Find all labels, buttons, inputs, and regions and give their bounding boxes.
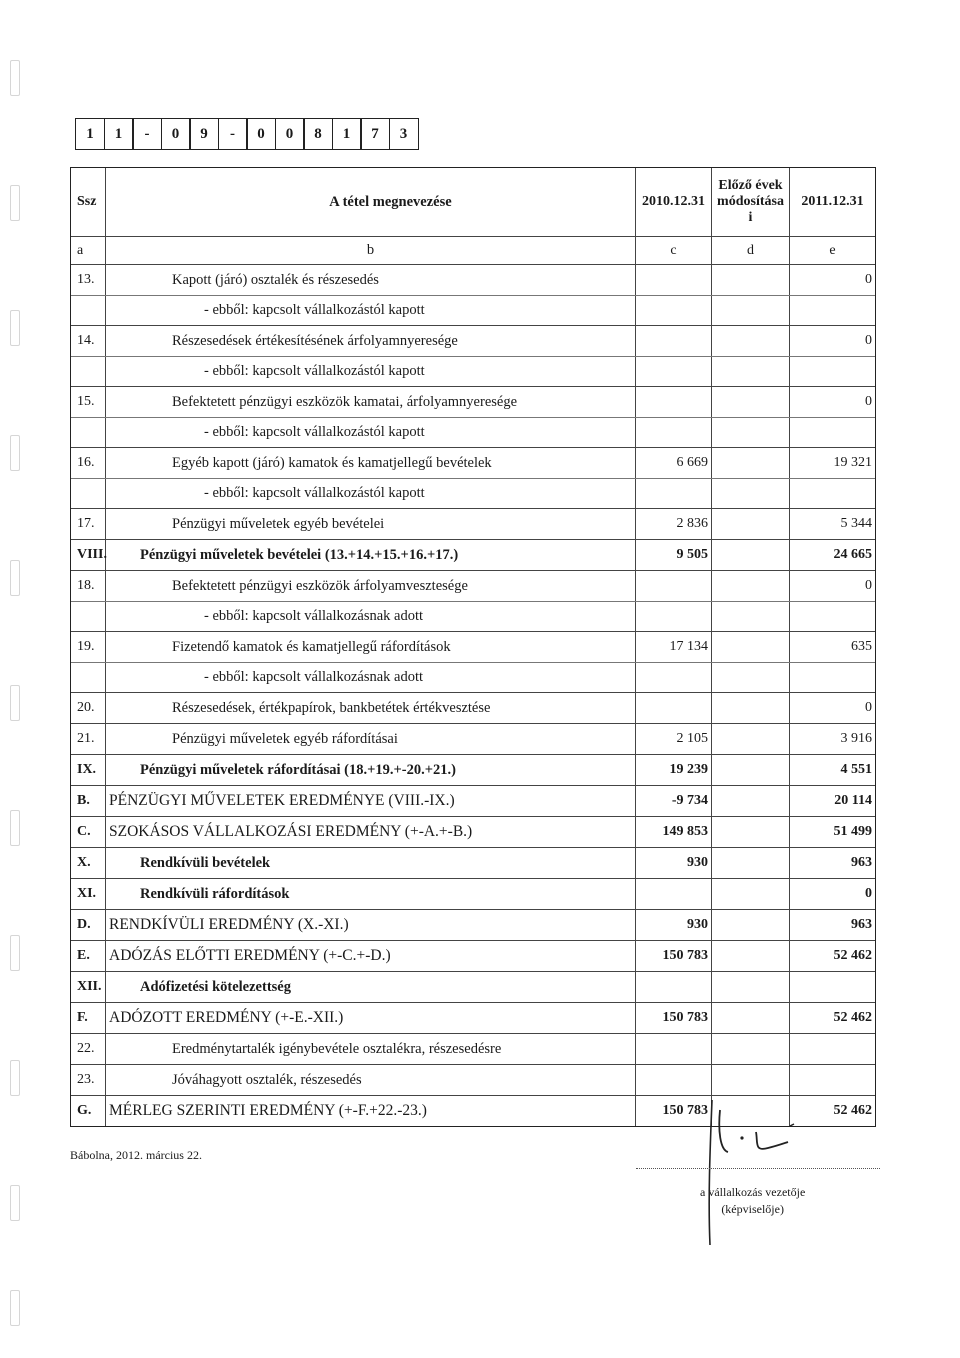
table-row <box>71 356 875 386</box>
row-name: Jóváhagyott osztalék, részesedés <box>106 1065 636 1095</box>
row-value-d <box>712 387 790 417</box>
row-id: 23. <box>71 1065 106 1095</box>
row-name: ADÓZOTT EREDMÉNY (+-E.-XII.) <box>106 1003 636 1033</box>
row-name: Adófizetési kötelezettség <box>106 972 636 1002</box>
row-value-e <box>790 602 875 631</box>
row-name: - ebből: kapcsolt vállalkozásnak adott <box>106 663 636 692</box>
row-value-d <box>712 509 790 539</box>
row-id: XI. <box>71 879 106 909</box>
row-value-c: 150 783 <box>636 1096 712 1126</box>
row-name: MÉRLEG SZERINTI EREDMÉNY (+-F.+22.-23.) <box>106 1096 636 1126</box>
row-name: ADÓZÁS ELŐTTI EREDMÉNY (+-C.+-D.) <box>106 941 636 971</box>
row-value-e: 4 551 <box>840 762 872 777</box>
row-value-c <box>636 972 712 1002</box>
row-value-d <box>712 972 790 1002</box>
punch-hole-mark <box>10 560 20 596</box>
column-letters-row <box>71 236 875 264</box>
table-row <box>71 539 875 570</box>
row-value-c <box>636 602 712 631</box>
signature-label-line2: (képviselője) <box>721 1202 784 1216</box>
row-value-e <box>790 663 875 692</box>
row-value-e: 0 <box>865 578 872 593</box>
row-value-e <box>790 357 875 386</box>
row-value-e: 19 321 <box>833 455 872 470</box>
table-row <box>71 417 875 447</box>
row-value-d <box>712 265 790 295</box>
letter-e: e <box>829 242 836 258</box>
row-value-e: 963 <box>851 855 872 870</box>
row-value-d <box>712 724 790 754</box>
row-value-d <box>712 479 790 508</box>
reg-digit: - <box>218 118 248 150</box>
row-value-e: 51 499 <box>833 824 872 839</box>
punch-holes <box>0 0 30 1358</box>
table-row <box>71 295 875 325</box>
row-value-e: 24 665 <box>833 547 872 562</box>
row-value-c: 150 783 <box>636 1003 712 1033</box>
row-value-c <box>636 387 712 417</box>
row-value-d <box>712 571 790 601</box>
row-value-d <box>712 1003 790 1033</box>
row-name: Pénzügyi műveletek egyéb bevételei <box>106 509 636 539</box>
punch-hole-mark <box>10 685 20 721</box>
punch-hole-mark <box>10 185 20 221</box>
header-col-d <box>712 168 790 236</box>
row-value-d <box>712 910 790 940</box>
row-value-c: 150 783 <box>636 941 712 971</box>
row-value-c <box>636 693 712 723</box>
row-name: Részesedések, értékpapírok, bankbetétek értékvesztése <box>106 693 636 723</box>
row-id <box>71 418 106 447</box>
table-row <box>71 601 875 631</box>
row-id: XII. <box>71 972 106 1002</box>
row-id <box>71 663 106 692</box>
table-row <box>71 1002 875 1033</box>
row-name: Befektetett pénzügyi eszközök kamatai, árfolyamnyeresége <box>106 387 636 417</box>
table-row <box>71 754 875 785</box>
table-row <box>71 971 875 1002</box>
row-value-c <box>636 326 712 356</box>
row-id: 19. <box>71 632 106 662</box>
reg-digit: 0 <box>161 118 191 150</box>
table-row <box>71 785 875 816</box>
row-value-e <box>790 418 875 447</box>
letter-b: b <box>106 237 636 264</box>
letter-a: a <box>71 237 106 264</box>
reg-digit: 1 <box>332 118 362 150</box>
row-value-d <box>712 448 790 478</box>
registration-number <box>75 118 417 150</box>
row-value-e: 0 <box>865 394 872 409</box>
row-name: PÉNZÜGYI MŰVELETEK EREDMÉNYE (VIII.-IX.) <box>106 786 636 816</box>
table-row <box>71 816 875 847</box>
row-value-d <box>712 848 790 878</box>
reg-digit: 3 <box>389 118 419 150</box>
row-value-e: 0 <box>865 886 872 901</box>
row-value-e <box>790 479 875 508</box>
row-value-c <box>636 357 712 386</box>
table-row <box>71 631 875 662</box>
row-value-d <box>712 755 790 785</box>
row-value-c: 17 134 <box>636 632 712 662</box>
row-id: 15. <box>71 387 106 417</box>
letter-c: c <box>636 237 712 264</box>
row-name: Pénzügyi műveletek ráfordításai (18.+19.+-20.+21.) <box>106 755 636 785</box>
row-value-e <box>790 1034 875 1064</box>
row-name: - ebből: kapcsolt vállalkozástól kapott <box>106 479 636 508</box>
header-col-e: 2011.12.31 <box>801 194 864 209</box>
table-row <box>71 478 875 508</box>
row-id: 18. <box>71 571 106 601</box>
punch-hole-mark <box>10 810 20 846</box>
row-value-d <box>712 357 790 386</box>
table-row <box>71 264 875 295</box>
reg-digit: 9 <box>189 118 219 150</box>
row-value-c <box>636 479 712 508</box>
table-row <box>71 570 875 601</box>
row-value-d <box>712 540 790 570</box>
row-value-d <box>712 693 790 723</box>
row-name: Rendkívüli ráfordítások <box>106 879 636 909</box>
row-name: Befektetett pénzügyi eszközök árfolyamvesztesége <box>106 571 636 601</box>
row-id: G. <box>71 1096 106 1126</box>
header-col-d-line3: i <box>748 210 753 225</box>
row-value-e: 5 344 <box>840 516 872 531</box>
row-value-c <box>636 418 712 447</box>
row-id: 16. <box>71 448 106 478</box>
header-ssz: Ssz <box>71 168 106 236</box>
header-col-d-line1: Előző évek <box>718 178 783 193</box>
row-name: Rendkívüli bevételek <box>106 848 636 878</box>
row-value-d <box>712 1034 790 1064</box>
row-value-c: 930 <box>636 910 712 940</box>
punch-hole-mark <box>10 1290 20 1326</box>
row-value-c: 930 <box>636 848 712 878</box>
row-id: D. <box>71 910 106 940</box>
row-value-d <box>712 786 790 816</box>
row-value-e: 52 462 <box>833 948 872 963</box>
row-value-e: 963 <box>851 917 872 932</box>
row-id: 20. <box>71 693 106 723</box>
row-value-e: 52 462 <box>833 1010 872 1025</box>
row-id <box>71 602 106 631</box>
row-value-e: 20 114 <box>834 793 872 808</box>
handwritten-signature <box>690 1090 800 1250</box>
row-id: B. <box>71 786 106 816</box>
row-value-c: 19 239 <box>636 755 712 785</box>
row-name: - ebből: kapcsolt vállalkozástól kapott <box>106 418 636 447</box>
header-col-c: 2010.12.31 <box>636 168 712 236</box>
row-name: - ebből: kapcsolt vállalkozástól kapott <box>106 296 636 325</box>
row-value-c: 6 669 <box>636 448 712 478</box>
reg-digit: 1 <box>104 118 134 150</box>
row-value-e: 635 <box>851 639 872 654</box>
row-id: VIII. <box>71 540 106 570</box>
row-value-d <box>712 418 790 447</box>
row-value-c <box>636 879 712 909</box>
row-value-c: 2 105 <box>636 724 712 754</box>
row-value-e: 3 916 <box>840 731 872 746</box>
punch-hole-mark <box>10 1185 20 1221</box>
row-value-d <box>712 817 790 847</box>
row-value-c <box>636 296 712 325</box>
table-row <box>71 723 875 754</box>
row-name: Részesedések értékesítésének árfolyamnyeresége <box>106 326 636 356</box>
reg-digit: 8 <box>303 118 333 150</box>
row-name: RENDKÍVÜLI EREDMÉNY (X.-XI.) <box>106 910 636 940</box>
income-statement-table <box>70 167 876 1127</box>
row-id: 21. <box>71 724 106 754</box>
reg-digit: 0 <box>246 118 276 150</box>
table-row <box>71 662 875 692</box>
row-value-e <box>790 972 875 1002</box>
row-name: - ebből: kapcsolt vállalkozásnak adott <box>106 602 636 631</box>
table-row <box>71 1033 875 1064</box>
row-id: IX. <box>71 755 106 785</box>
row-id <box>71 479 106 508</box>
signature-dotted-line <box>636 1168 880 1169</box>
table-row <box>71 386 875 417</box>
place-date: Bábolna, 2012. március 22. <box>70 1148 202 1162</box>
table-row <box>71 692 875 723</box>
row-value-d <box>712 326 790 356</box>
table-row <box>71 325 875 356</box>
row-value-d <box>712 879 790 909</box>
punch-hole-mark <box>10 435 20 471</box>
row-value-c: 9 505 <box>636 540 712 570</box>
punch-hole-mark <box>10 310 20 346</box>
table-row <box>71 878 875 909</box>
row-name: SZOKÁSOS VÁLLALKOZÁSI EREDMÉNY (+-A.+-B.) <box>106 817 636 847</box>
row-value-d <box>712 941 790 971</box>
row-name: Eredménytartalék igénybevétele osztalékra, részesedésre <box>106 1034 636 1064</box>
table-header-row <box>71 168 875 236</box>
row-id: 13. <box>71 265 106 295</box>
row-name: Egyéb kapott (járó) kamatok és kamatjellegű bevételek <box>106 448 636 478</box>
punch-hole-mark <box>10 935 20 971</box>
letter-d: d <box>712 237 790 264</box>
row-value-e: 0 <box>865 700 872 715</box>
row-id: 17. <box>71 509 106 539</box>
table-row <box>71 847 875 878</box>
row-id: X. <box>71 848 106 878</box>
table-row <box>71 940 875 971</box>
row-value-c <box>636 663 712 692</box>
punch-hole-mark <box>10 1060 20 1096</box>
header-item-name: A tétel megnevezése <box>106 168 636 236</box>
row-id <box>71 296 106 325</box>
row-name: - ebből: kapcsolt vállalkozástól kapott <box>106 357 636 386</box>
row-value-e: 52 462 <box>833 1103 872 1118</box>
row-value-c <box>636 571 712 601</box>
row-value-d <box>712 296 790 325</box>
row-id: 14. <box>71 326 106 356</box>
row-name: Pénzügyi műveletek egyéb ráfordításai <box>106 724 636 754</box>
row-value-d <box>712 663 790 692</box>
reg-digit: 1 <box>75 118 105 150</box>
row-id <box>71 357 106 386</box>
reg-digit: 0 <box>275 118 305 150</box>
reg-digit: - <box>132 118 162 150</box>
row-value-e: 0 <box>865 272 872 287</box>
row-name: Fizetendő kamatok és kamatjellegű ráfordítások <box>106 632 636 662</box>
row-value-c <box>636 1034 712 1064</box>
row-value-d <box>712 602 790 631</box>
row-value-c <box>636 265 712 295</box>
signature-label-line1: a vállalkozás vezetője <box>700 1185 806 1199</box>
row-value-e <box>790 1065 875 1095</box>
row-value-e: 0 <box>865 333 872 348</box>
row-value-c: -9 734 <box>636 786 712 816</box>
punch-hole-mark <box>10 60 20 96</box>
row-name: Kapott (járó) osztalék és részesedés <box>106 265 636 295</box>
row-id: F. <box>71 1003 106 1033</box>
table-row <box>71 909 875 940</box>
reg-digit: 7 <box>360 118 390 150</box>
header-col-d-line2: módosítása <box>717 194 784 209</box>
row-name: Pénzügyi műveletek bevételei (13.+14.+15.+16.+17.) <box>106 540 636 570</box>
row-value-e <box>790 296 875 325</box>
table-row <box>71 447 875 478</box>
row-id: E. <box>71 941 106 971</box>
row-value-c: 149 853 <box>636 817 712 847</box>
row-id: C. <box>71 817 106 847</box>
row-id: 22. <box>71 1034 106 1064</box>
row-value-c: 2 836 <box>636 509 712 539</box>
signature-label <box>700 1184 805 1218</box>
table-row <box>71 508 875 539</box>
row-value-d <box>712 632 790 662</box>
